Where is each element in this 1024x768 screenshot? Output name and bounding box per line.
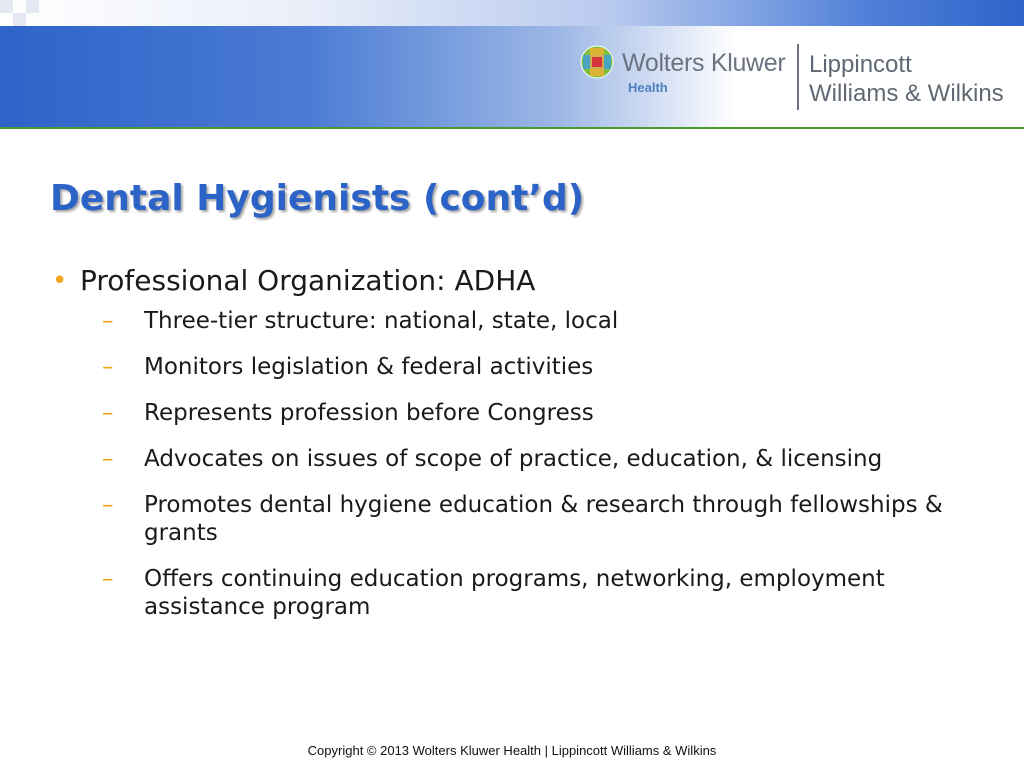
header-top-strip bbox=[0, 0, 1024, 26]
main-bullet bbox=[52, 264, 992, 297]
subpoint bbox=[52, 353, 974, 381]
subpoint-text: Promotes dental hygiene education & research through fellowships & grants bbox=[144, 492, 943, 546]
subpoint-list bbox=[52, 307, 992, 621]
slide-title: Dental Hygienists (cont’d) bbox=[50, 178, 585, 219]
brand-name: Wolters Kluwer bbox=[622, 49, 786, 77]
subpoint bbox=[52, 491, 974, 547]
header-rule bbox=[0, 127, 1024, 129]
subpoint bbox=[52, 445, 974, 473]
dash-marker: – bbox=[102, 308, 114, 334]
subpoint-text: Offers continuing education programs, networking, employment assistance program bbox=[144, 566, 885, 620]
bullet-marker: • bbox=[52, 266, 68, 296]
copyright-footer: Copyright © 2013 Wolters Kluwer Health | Lippincott Williams & Wilkins bbox=[307, 743, 717, 758]
slide-body bbox=[52, 264, 992, 639]
decorative-square bbox=[13, 13, 26, 26]
subpoint-text: Monitors legislation & federal activities bbox=[144, 354, 594, 380]
subpoint-text: Represents profession before Congress bbox=[144, 400, 594, 426]
partner-line-2: Williams & Wilkins bbox=[809, 80, 1004, 107]
dash-marker: – bbox=[102, 354, 114, 380]
dash-marker: – bbox=[102, 566, 114, 592]
partner-logo-text bbox=[809, 50, 1004, 108]
subpoint bbox=[52, 307, 974, 335]
dash-marker: – bbox=[102, 446, 114, 472]
subpoint-text: Advocates on issues of scope of practice, education, & licensing bbox=[144, 446, 883, 472]
wolters-kluwer-globe-icon bbox=[580, 45, 614, 79]
dash-marker: – bbox=[102, 492, 114, 518]
logo-divider bbox=[797, 44, 799, 110]
brand-subtitle: Health bbox=[628, 80, 668, 95]
subpoint bbox=[52, 399, 974, 427]
dash-marker: – bbox=[102, 400, 114, 426]
subpoint-text: Three-tier structure: national, state, local bbox=[144, 308, 619, 334]
decorative-square bbox=[0, 0, 13, 13]
header-banner bbox=[0, 0, 1024, 128]
subpoint bbox=[52, 565, 974, 621]
partner-line-1: Lippincott bbox=[809, 51, 912, 78]
decorative-square bbox=[26, 0, 39, 13]
main-bullet-text: Professional Organization: ADHA bbox=[80, 264, 536, 297]
